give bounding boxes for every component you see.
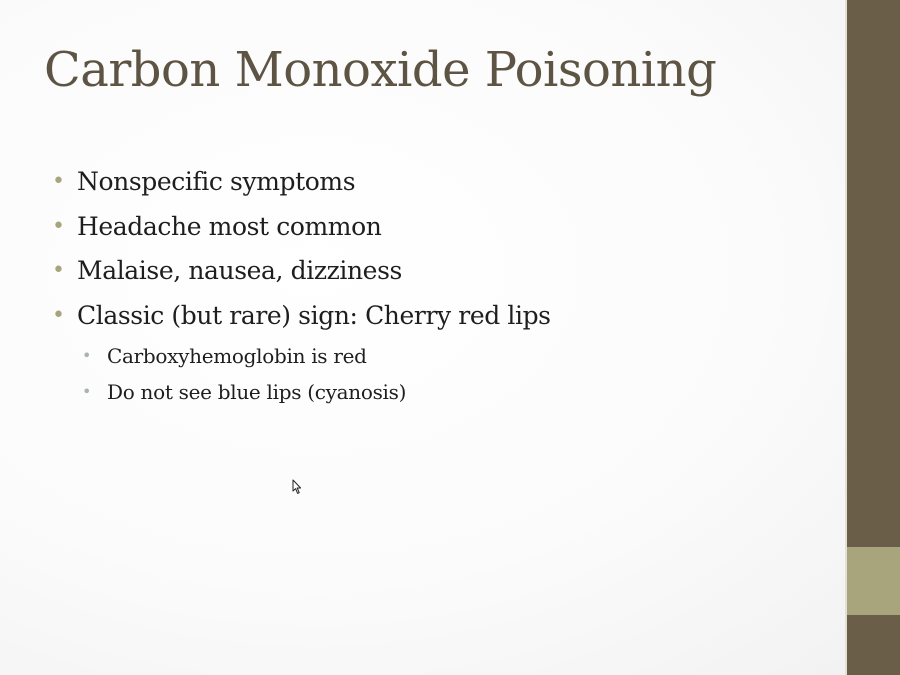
bullet-marker-icon: • (52, 258, 65, 283)
sub-bullet-text: Do not see blue lips (cyanosis) (107, 380, 407, 404)
bullet-marker-icon: • (52, 169, 65, 194)
bullet-text: Headache most common (77, 211, 382, 241)
sub-bullet-container (52, 338, 551, 410)
bullet-marker-icon: • (52, 213, 65, 239)
mouse-pointer-icon (292, 479, 302, 495)
bullet-text: Classic (but rare) sign: Cherry red lips (77, 300, 551, 330)
bullet-text: Malaise, nausea, dizziness (77, 256, 402, 285)
bullet-item (52, 205, 551, 250)
sub-bullet-marker-icon: • (82, 382, 92, 401)
bullet-item (52, 249, 551, 294)
sub-bullet-item (52, 374, 551, 410)
bullet-item (52, 294, 551, 339)
bullet-marker-icon: • (52, 302, 65, 328)
sub-bullet-text: Carboxyhemoglobin is red (107, 344, 367, 368)
sub-bullet-item (52, 338, 551, 374)
sub-bullet-list (52, 338, 551, 410)
bullet-text: Nonspecific symptoms (77, 167, 356, 196)
bullet-list (52, 160, 551, 410)
slide-title: Carbon Monoxide Poisoning (44, 42, 717, 98)
sub-bullet-marker-icon: • (82, 346, 92, 365)
sidebar-accent-block (845, 547, 900, 615)
bullet-item (52, 160, 551, 205)
